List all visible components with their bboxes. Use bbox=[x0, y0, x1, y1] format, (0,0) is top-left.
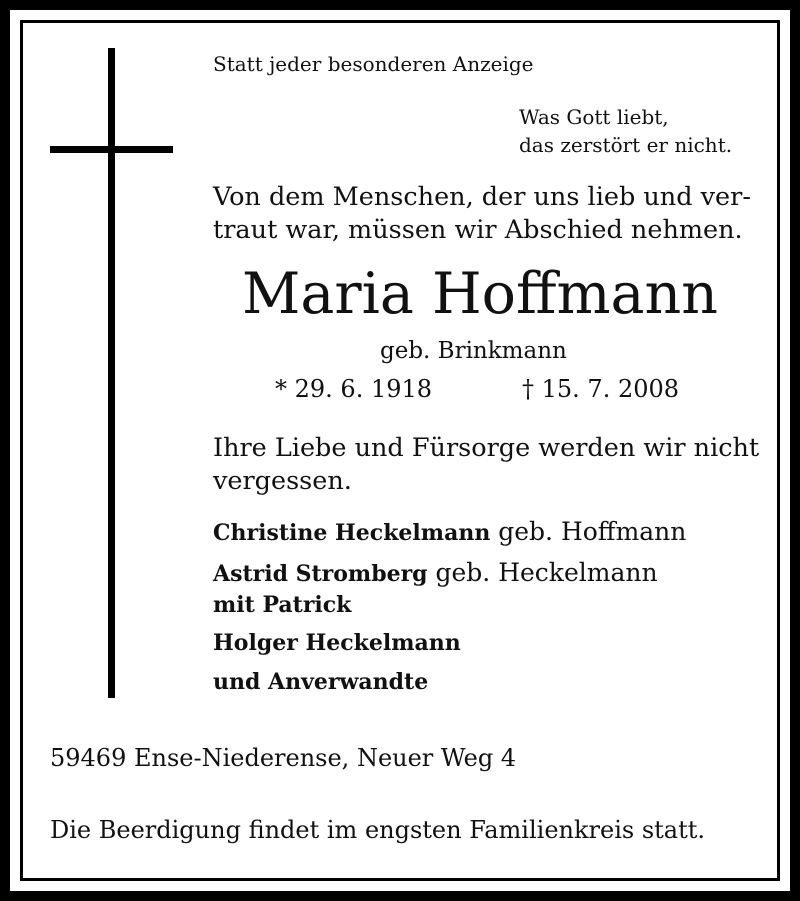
mourner-line bbox=[213, 519, 686, 544]
memory-text: Ihre Liebe und Fürsorge werden wir nicht vergessen. bbox=[213, 433, 760, 496]
mourner-suffix: geb. Heckelmann bbox=[427, 558, 658, 587]
mourner-name: mit Patrick bbox=[213, 592, 352, 618]
mourner-name: Christine Heckelmann bbox=[213, 520, 491, 546]
death-date: † 15. 7. 2008 bbox=[522, 375, 680, 403]
mourner-suffix: geb. Hoffmann bbox=[490, 517, 687, 546]
mourner-name: Holger Heckelmann bbox=[213, 630, 461, 656]
address: 59469 Ense-Niederense, Neuer Weg 4 bbox=[50, 744, 517, 772]
maiden-name: geb. Brinkmann bbox=[380, 338, 567, 364]
mourner-line bbox=[213, 591, 351, 616]
intro-text: Von dem Menschen, der uns lieb und ver- traut war, müssen wir Abschied nehmen. bbox=[213, 182, 751, 245]
mourner-line bbox=[213, 668, 428, 693]
cross-icon-crossbar bbox=[50, 146, 173, 153]
funeral-note: Die Beerdigung findet im engsten Familienkreis statt. bbox=[50, 816, 706, 844]
mourner-name: und Anverwandte bbox=[213, 669, 429, 695]
bible-quote: Was Gott liebt, das zerstört er nicht. bbox=[519, 105, 733, 157]
deceased-name: Maria Hoffmann bbox=[242, 261, 718, 327]
mourner-line bbox=[213, 629, 461, 654]
birth-date: * 29. 6. 1918 bbox=[275, 375, 433, 403]
notice-header: Statt jeder besonderen Anzeige bbox=[213, 52, 534, 76]
mourner-line bbox=[213, 560, 658, 585]
mourner-name: Astrid Stromberg bbox=[213, 561, 428, 587]
